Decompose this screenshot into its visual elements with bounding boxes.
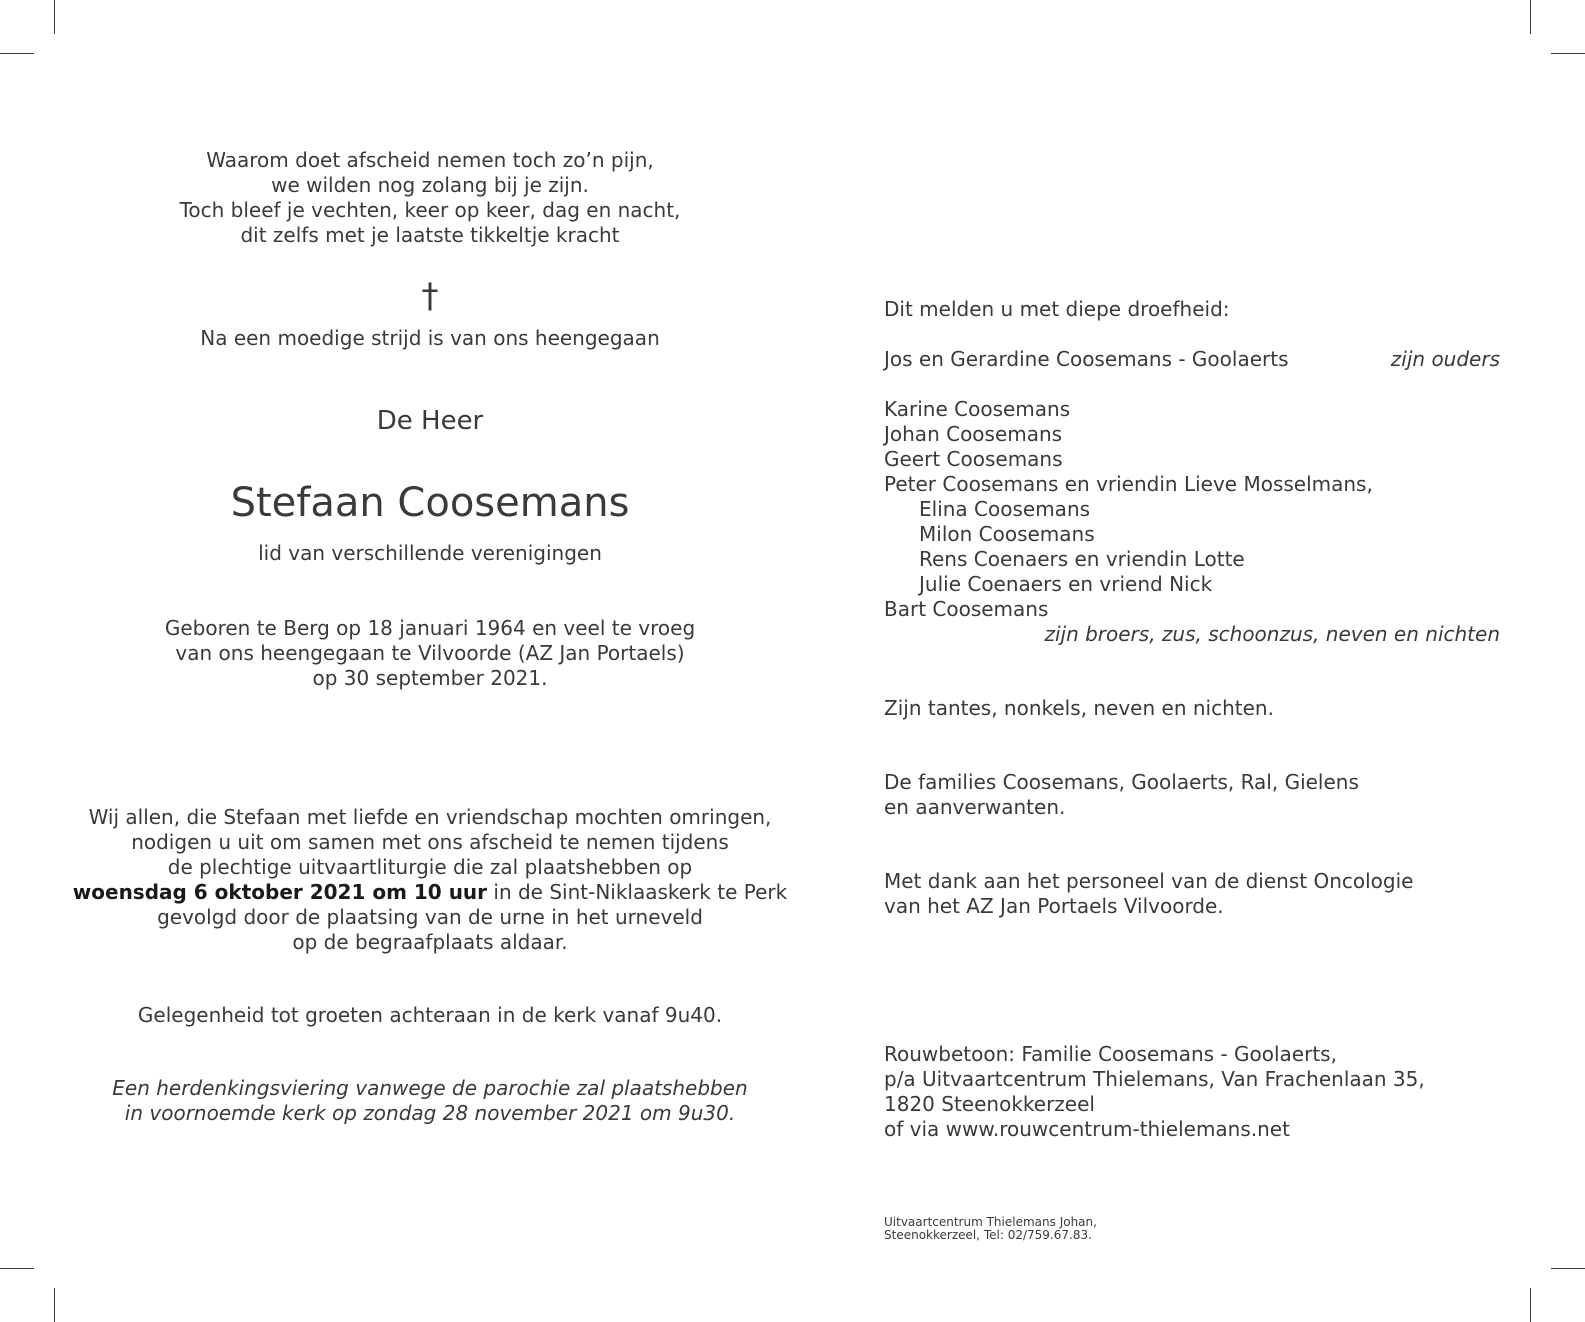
condolence-line: Rouwbetoon: Familie Coosemans - Goolaerts, bbox=[884, 1042, 1337, 1066]
footer-line: Steenokkerzeel, Tel: 02/759.67.83. bbox=[884, 1228, 1092, 1242]
relatives: Zijn tantes, nonkels, neven en nichten. bbox=[884, 696, 1274, 720]
sibling: Geert Coosemans bbox=[884, 447, 1063, 471]
thanks-line: Met dank aan het personeel van de dienst Oncologie bbox=[884, 869, 1414, 893]
parents-row bbox=[884, 347, 1504, 372]
service-line: Wij allen, die Stefaan met liefde en vriendschap mochten omringen, bbox=[88, 805, 772, 829]
birth-line: Geboren te Berg op 18 januari 1964 en veel te vroeg bbox=[164, 616, 696, 640]
condolence-line: 1820 Steenokkerzeel bbox=[884, 1092, 1095, 1116]
left-panel bbox=[60, 148, 800, 1126]
families-line: De families Coosemans, Goolaerts, Ral, Gielens bbox=[884, 770, 1359, 794]
poem bbox=[60, 148, 800, 248]
crop-mark bbox=[1551, 53, 1585, 54]
service-line: op de begraafplaats aldaar. bbox=[292, 930, 568, 954]
cross-icon: † bbox=[421, 276, 439, 316]
intro-line: Na een moedige strijd is van ons heengegaan bbox=[200, 326, 660, 350]
crop-mark bbox=[0, 1268, 34, 1269]
memorial-line: in voornoemde kerk op zondag 28 november 2021 om 9u30. bbox=[124, 1101, 736, 1125]
service-line: in de Sint-Niklaaskerk te Perk bbox=[487, 880, 788, 904]
service-line: nodigen u uit om samen met ons afscheid te nemen tijdens bbox=[131, 830, 729, 854]
sibling: Johan Coosemans bbox=[884, 422, 1063, 446]
birth-line: van ons heengegaan te Vilvoorde (AZ Jan Portaels) bbox=[175, 641, 685, 665]
service-line: gevolgd door de plaatsing van de urne in het urneveld bbox=[157, 905, 703, 929]
crop-mark bbox=[1551, 1268, 1585, 1269]
condolence-line: of via www.rouwcentrum-thielemans.net bbox=[884, 1117, 1290, 1141]
footer-credit bbox=[884, 1216, 1097, 1242]
nephew: Rens Coenaers en vriendin Lotte bbox=[919, 547, 1245, 571]
birth-death-info bbox=[60, 616, 800, 691]
crop-mark bbox=[54, 0, 55, 34]
service-line: de plechtige uitvaartliturgie die zal plaatshebben op bbox=[167, 855, 693, 879]
thanks-line: van het AZ Jan Portaels Vilvoorde. bbox=[884, 894, 1224, 918]
crop-mark bbox=[1530, 0, 1531, 34]
sibling: Karine Coosemans bbox=[884, 397, 1071, 421]
footer-line: Uitvaartcentrum Thielemans Johan, bbox=[884, 1215, 1097, 1229]
siblings-role: zijn broers, zus, schoonzus, neven en nichten bbox=[1044, 622, 1500, 646]
condolence-line: p/a Uitvaartcentrum Thielemans, Van Frachenlaan 35, bbox=[884, 1067, 1425, 1091]
birth-line: op 30 september 2021. bbox=[312, 666, 548, 690]
deceased-name: Stefaan Coosemans bbox=[230, 480, 630, 526]
poem-line: Toch bleef je vechten, keer op keer, dag en nacht, bbox=[179, 198, 681, 222]
nephew: Elina Coosemans bbox=[919, 497, 1091, 521]
sibling: Bart Coosemans bbox=[884, 597, 1049, 621]
memorial-info bbox=[60, 1076, 800, 1126]
poem-line: we wilden nog zolang bij je zijn. bbox=[271, 173, 589, 197]
families-line: en aanverwanten. bbox=[884, 795, 1066, 819]
right-panel bbox=[884, 297, 1504, 1142]
greeting-info: Gelegenheid tot groeten achteraan in de kerk vanaf 9u40. bbox=[137, 1003, 723, 1027]
honorific: De Heer bbox=[376, 406, 484, 436]
sibling: Peter Coosemans en vriendin Lieve Mosselmans, bbox=[884, 472, 1373, 496]
parents-role: zijn ouders bbox=[1390, 347, 1500, 371]
crop-mark bbox=[1530, 1288, 1531, 1322]
service-info bbox=[60, 805, 800, 955]
announcement: Dit melden u met diepe droefheid: bbox=[884, 297, 1230, 321]
parents-names: Jos en Gerardine Coosemans - Goolaerts bbox=[884, 347, 1289, 371]
poem-line: dit zelfs met je laatste tikkeltje kracht bbox=[240, 223, 620, 247]
poem-line: Waarom doet afscheid nemen toch zo’n pijn, bbox=[206, 148, 654, 172]
nephew: Milon Coosemans bbox=[919, 522, 1095, 546]
membership: lid van verschillende verenigingen bbox=[258, 541, 602, 565]
crop-mark bbox=[54, 1288, 55, 1322]
nephew: Julie Coenaers en vriend Nick bbox=[919, 572, 1213, 596]
crop-mark bbox=[0, 53, 34, 54]
service-date: woensdag 6 oktober 2021 om 10 uur bbox=[72, 880, 488, 904]
memorial-line: Een herdenkingsviering vanwege de parochie zal plaatshebben bbox=[112, 1076, 748, 1100]
